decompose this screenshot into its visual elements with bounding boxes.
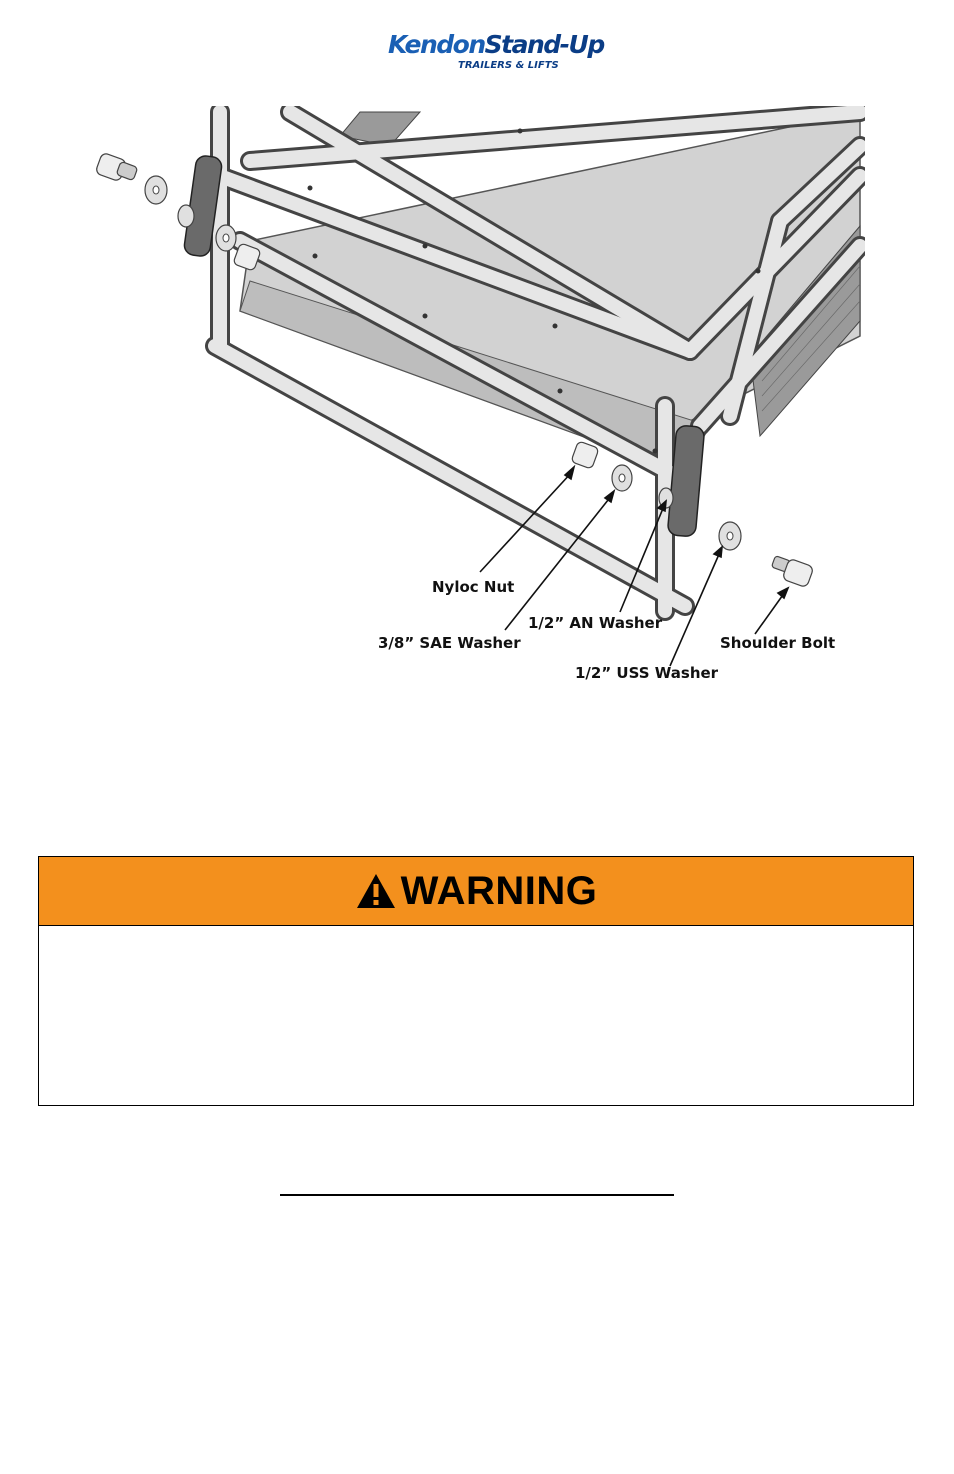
nyloc-nut xyxy=(571,441,599,469)
kendon-logo xyxy=(388,30,604,78)
assembly-illustration xyxy=(90,106,865,696)
horizontal-rule xyxy=(280,1194,674,1196)
callout-sae-washer: 3/8” SAE Washer xyxy=(378,634,521,652)
left-an-washer xyxy=(178,205,194,227)
logo-tagline: TRAILERS & LIFTS xyxy=(458,60,559,71)
callout-shoulder-bolt: Shoulder Bolt xyxy=(720,634,836,652)
callout-an-washer: 1/2” AN Washer xyxy=(528,614,663,632)
assembly-diagram xyxy=(90,106,865,696)
warning-header xyxy=(39,857,913,926)
warning-box xyxy=(38,856,914,1106)
shoulder-bolt xyxy=(771,556,814,588)
left-shoulder-bolt xyxy=(95,152,138,182)
warning-triangle-icon xyxy=(355,872,397,910)
warning-title: WARNING xyxy=(400,868,598,913)
callout-uss-washer: 1/2” USS Washer xyxy=(575,664,719,682)
callout-nyloc-nut: Nyloc Nut xyxy=(432,578,515,596)
logo-secondary: Stand-Up xyxy=(484,30,604,59)
logo-primary: Kendon xyxy=(388,30,485,59)
